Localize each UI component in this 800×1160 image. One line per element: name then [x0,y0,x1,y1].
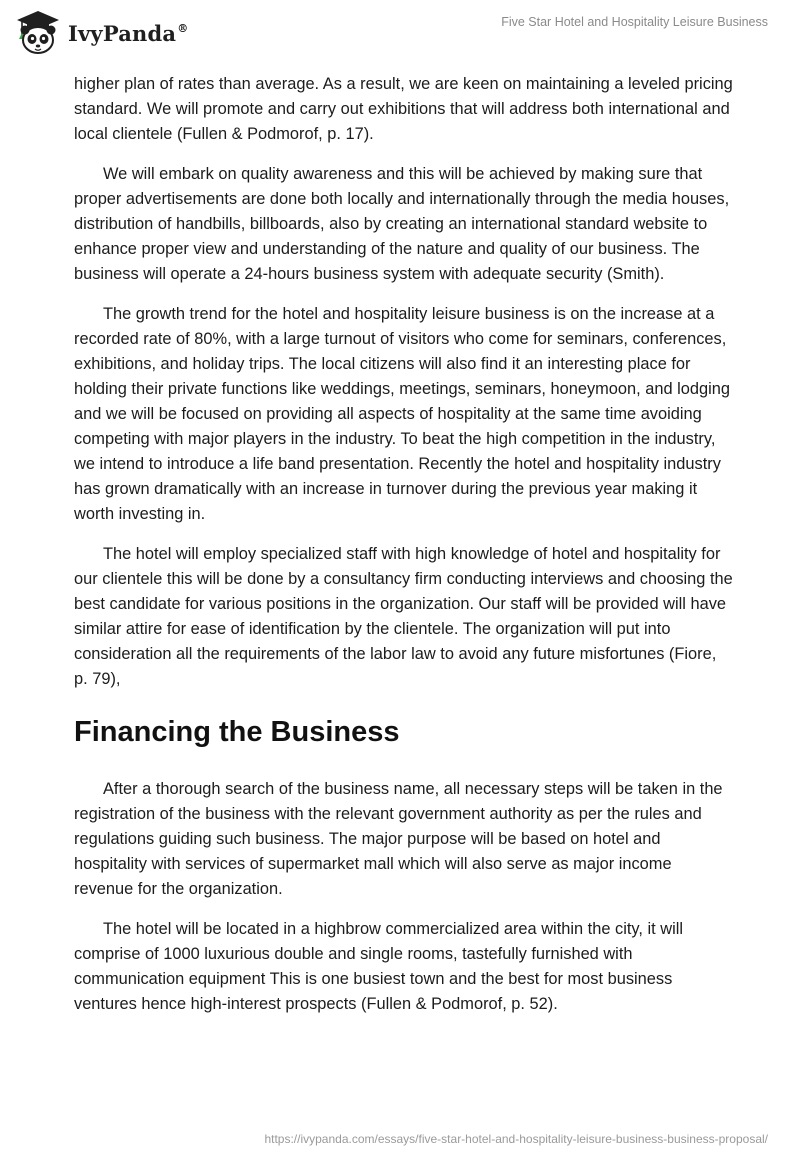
panda-graduate-icon [14,9,62,55]
paragraph: The growth trend for the hotel and hospitality leisure business is on the increase at a recorded rate of 80%, with a large turnout of visitors who come for seminars, conferences, exhibitions, and holiday trips. The local citizens will also find it an interesting place for holding their private functions like weddings, meetings, seminars, honeymoon, and lodging and we will be focused on providing all aspects of hospitality at the same time avoiding competing with major players in the industry. To beat the high competition in the industry, we intend to introduce a life band presentation. Recently the hotel and hospitality industry has grown dramatically with an increase in turnover during the previous year making it worth investing in. [74,305,731,523]
document-title: Five Star Hotel and Hospitality Leisure Business [501,15,768,29]
registered-mark: ® [177,21,189,35]
paragraph: After a thorough search of the business name, all necessary steps will be taken in the registration of the business with the relevant government authority as per the rules and regulations guiding such business. The major purpose will be based on hotel and hospitality with services of supermarket mall which will also serve as major income revenue for the organization. [74,780,723,898]
paragraph: We will embark on quality awareness and this will be achieved by making sure that proper advertisements are done both locally and internationally through the media houses, distribution of handbills, billboards, also by creating an international standard website to enhance proper view and understanding of the nature and quality of our business. The business will operate a 24-hours business system with adequate security (Smith). [74,165,730,283]
essay-body [74,72,734,1032]
source-url[interactable]: https://ivypanda.com/essays/five-star-hotel-and-hospitality-leisure-business-business-proposal/ [264,1132,768,1146]
paragraph: The hotel will employ specialized staff with high knowledge of hotel and hospitality for our clientele this will be done by a consultancy firm conducting interviews and choosing the best candidate for various positions in the organization. Our staff will be provided will have similar attire for ease of identification by the clientele. The organization will put into consideration all the requirements of the labor law to avoid any future misfortunes (Fiore, p. 79), [74,545,733,688]
section-heading: Financing the Business [74,716,400,748]
brand-logo[interactable] [14,7,188,57]
page-header [0,0,800,64]
paragraph: The hotel will be located in a highbrow commercialized area within the city, it will comprise of 1000 luxurious double and single rooms, tastefully furnished with communication equipment This is one busiest town and the best for most business ventures hence high-interest prospects (Fullen & Podmorof, p. 52). [74,920,684,1013]
brand-name: IvyPanda® [68,20,189,46]
paragraph: higher plan of rates than average. As a result, we are keen on maintaining a leveled pricing standard. We will promote and carry out exhibitions that will address both international and local clientele (Fullen & Podmorof, p. 17). [74,75,733,143]
